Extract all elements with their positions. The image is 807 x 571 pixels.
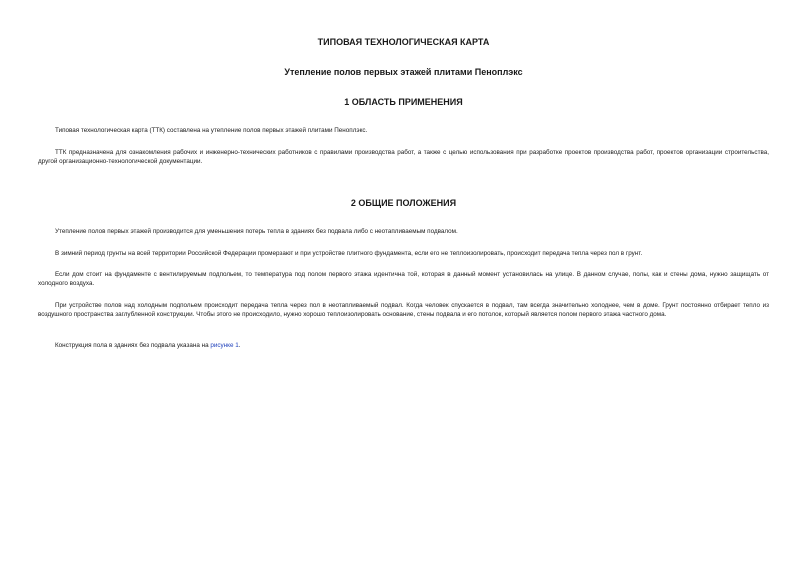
figure-reference-prefix: Конструкция пола в зданиях без подвала указана на (55, 342, 211, 349)
figure-1-link[interactable]: рисунке 1 (210, 342, 239, 349)
section-1-paragraph-1: Типовая технологическая карта (ТТК) составлена на утепление полов первых этажей плитами Пеноплэкс. (55, 127, 368, 134)
section-2-paragraph-5 (38, 341, 769, 350)
section-2-paragraph-4: При устройстве полов над холодным подпольем происходит передача тепла через пол в неотапливаемый подвал. Когда человек спускается в подвал, там всегда значительно холоднее, чем в доме. Грунт постоянно отбирает тепло из воздушного пространства заглубленной конструкции. Чтобы этого не происходило, нужно хорошо теплоизолировать основание, стены подвала и его потолок, который является полом первого этажа частного дома. (38, 302, 769, 319)
document-subtitle: Утепление полов первых этажей плитами Пеноплэкс (284, 67, 523, 77)
section-1-heading: 1 ОБЛАСТЬ ПРИМЕНЕНИЯ (344, 97, 463, 107)
section-2-paragraph-3: Если дом стоит на фундаменте с вентилируемым подпольем, то температура под полом первого этажа идентична той, которая в данный момент установилась на улице. В данном случае, полы, как и стены дома, нужно защищать от холодного воздуха. (38, 271, 769, 288)
section-1-paragraph-2: ТТК предназначена для ознакомления рабочих и инженерно-технических работников с правилами производства работ, а также с целью использования при разработке проектов производства работ, проектов организации строительства, другой организационно-технологической документации. (38, 149, 769, 166)
document-title: ТИПОВАЯ ТЕХНОЛОГИЧЕСКАЯ КАРТА (317, 37, 490, 47)
section-2-paragraph-2: В зимний период грунты на всей территории Российской Федерации промерзают и при устройстве плитного фундамента, если его не теплоизолировать, происходит передача тепла через пол в грунт. (55, 250, 643, 257)
section-2-heading: 2 ОБЩИЕ ПОЛОЖЕНИЯ (350, 198, 457, 208)
section-2-paragraph-1: Утепление полов первых этажей производится для уменьшения потерь тепла в зданиях без подвала либо с неотапливаемым подвалом. (55, 228, 458, 235)
figure-reference-suffix: . (238, 342, 241, 349)
